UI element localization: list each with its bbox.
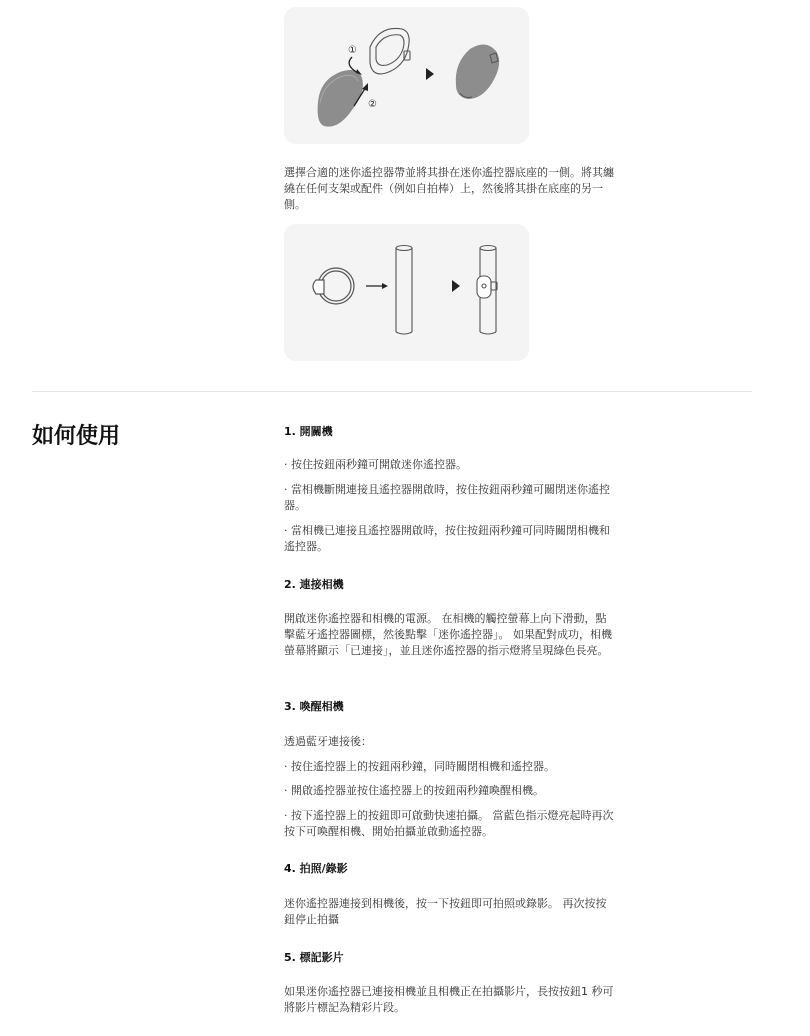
step-heading-power: 1. 開關機 [284,425,333,438]
step-heading-capture: 4. 拍照/錄影 [284,862,348,875]
step-power-line-3: · 當相機已連接且遙控器開啟時，按住按鈕兩秒鐘可同時關閉相機和遙控器。 [284,524,610,553]
step-wake-line-4: · 按下遙控器上的按鈕即可啟動快速拍攝。 當藍色指示燈亮起時再次按下可喚醒相機、開始拍攝並啟動遙控器。 [284,809,614,838]
next-arrow-icon [426,68,434,80]
step-power-line-2: · 當相機斷開連接且遙控器開啟時，按住按鈕兩秒鐘可關閉迷你遙控器。 [284,483,610,512]
step-wake-line-2: · 按住遙控器上的按鈕兩秒鐘，同時關閉相機和遙控器。 [284,760,555,773]
mount-attach-drawing [284,7,529,144]
step-heading-tag: 5. 標記影片 [284,951,344,964]
mount-attach-illustration [284,7,529,144]
marker-step-2: ② [368,99,377,110]
remote-icon [318,70,363,127]
step-tag-line-1: 如果迷你遙控器已連接相機並且相機正在拍攝影片，長按按鈕1 秒可將影片標記為精彩片段。 [284,985,614,1014]
mount-outline-icon [370,28,410,74]
step-wake-line-1: 透過藍牙連接後： [284,735,372,748]
step-heading-wake: 3. 喚醒相機 [284,700,344,713]
section-divider [32,391,752,392]
pole-icon [396,246,412,335]
step-heading-connect: 2. 連接相機 [284,578,344,591]
step-capture-line-1: 迷你遙控器連接到相機後，按一下按鈕即可拍照或錄影。 再次按按鈕停止拍攝 [284,897,607,926]
intro-paragraph: 選擇合適的迷你遙控器帶並將其掛在迷你遙控器底座的一側。將其纏繞在任何支架或配件（例如自拍棒）上，然後將其掛在底座的另一側。 [284,166,614,211]
pole-with-remote-icon [477,246,497,335]
next-arrow-icon [452,280,460,292]
step-power-line-1: · 按住按鈕兩秒鐘可開啟迷你遙控器。 [284,458,467,471]
step-connect-line-1: 開啟迷你遙控器和相機的電源。 在相機的觸控螢幕上向下滑動，點擊藍牙遙控器圖標，然後點擊「迷你遙控器」。 如果配對成功，相機螢幕將顯示「已連接」，並且迷你遙控器的指示燈將呈現綠色長亮。 [284,612,612,657]
assembled-remote-icon [456,44,499,99]
marker-step-1: ① [348,45,357,56]
step-wake-line-3: · 開啟遙控器並按住遙控器上的按鈕兩秒鐘喚醒相機。 [284,784,544,797]
section-title: 如何使用 [32,424,121,449]
strap-wrap-illustration [284,224,529,361]
strap-wrap-drawing [284,224,529,361]
strap-loop-icon [313,268,354,304]
